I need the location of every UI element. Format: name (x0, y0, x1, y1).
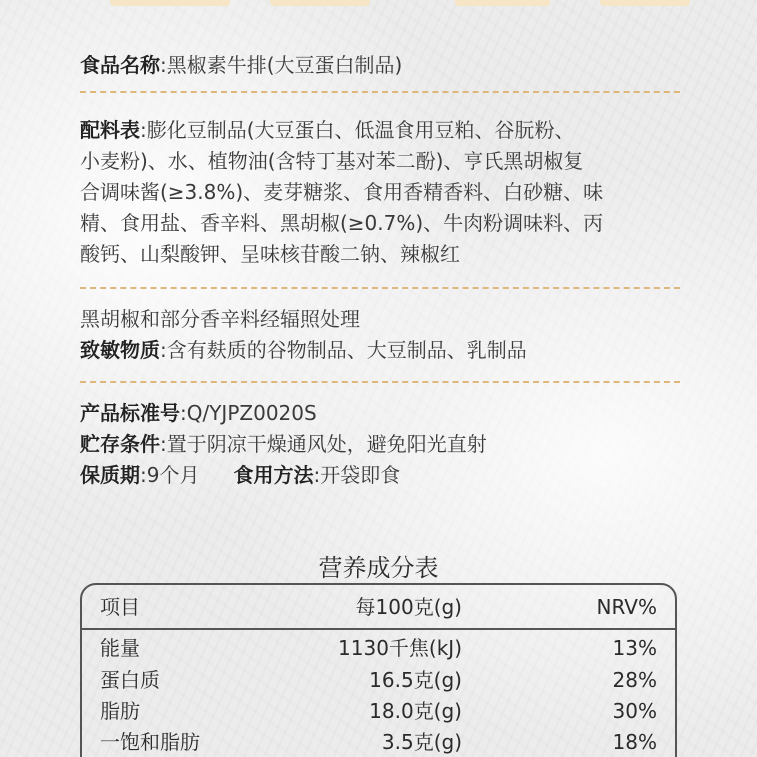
shelf-life-value: :9个月 (140, 463, 200, 487)
table-row-name: 脂肪 (100, 699, 140, 723)
top-decoration (0, 0, 757, 8)
storage-label: 贮存条件 (80, 432, 160, 456)
table-row-nrv: 18% (612, 730, 657, 754)
divider (80, 381, 680, 383)
shelf-life-line (80, 460, 690, 491)
ingredients-line-3: 合调味酱(≥3.8%)、麦芽糖浆、食用香精香料、白砂糖、味 (80, 180, 604, 204)
ingredients-line-4: 精、食用盐、香辛料、黑胡椒(≥0.7%)、牛肉粉调味料、丙 (80, 211, 604, 235)
nutrition-table-title: 营养成分表 (318, 554, 439, 582)
table-row-nrv: 30% (612, 699, 657, 723)
allergen-label: 致敏物质 (80, 338, 160, 362)
usage-value: :开袋即食 (313, 463, 401, 487)
table-row-name: 一饱和脂肪 (100, 730, 200, 754)
ingredients-section (80, 115, 690, 270)
product-name-label: 食品名称 (80, 53, 160, 77)
table-row-value: 16.5克(g) (369, 668, 462, 692)
table-header-per100g: 每100克(g) (355, 595, 462, 619)
allergen-line (80, 335, 690, 366)
irradiation-note: 黑胡椒和部分香辛料经辐照处理 (80, 307, 360, 331)
allergen-section (80, 304, 690, 366)
ingredients-line-5: 酸钙、山梨酸钾、呈味核苷酸二钠、辣椒红 (80, 242, 460, 266)
product-name-section (80, 50, 690, 81)
product-name-value: :黑椒素牛排(大豆蛋白制品) (160, 53, 403, 77)
table-header-divider (82, 628, 675, 630)
table-row-name: 能量 (100, 636, 140, 660)
ingredients-line-2: 小麦粉)、水、植物油(含特丁基对苯二酚)、亨氏黑胡椒复 (80, 149, 584, 173)
divider (80, 287, 680, 289)
divider (80, 91, 680, 93)
ingredients-line-1: 配料表:膨化豆制品(大豆蛋白、低温食用豆粕、谷朊粉、 (80, 118, 575, 142)
table-row-nrv: 28% (612, 668, 657, 692)
table-header-nrv: NRV% (596, 595, 657, 619)
usage-label: 食用方法 (233, 463, 314, 487)
standard-line (80, 398, 690, 429)
product-name-line (80, 50, 690, 81)
table-row-value: 3.5克(g) (381, 730, 462, 754)
standard-label: 产品标准号 (80, 401, 180, 425)
nutrition-table (80, 583, 677, 757)
table-header-item: 项目 (100, 595, 140, 619)
standard-value: :Q/YJPZ0020S (180, 401, 317, 425)
table-row-nrv: 13% (612, 636, 657, 660)
shelf-life-label: 保质期 (80, 463, 140, 487)
table-row-value: 18.0克(g) (369, 699, 462, 723)
table-row-value: 1130千焦(kJ) (338, 636, 462, 660)
allergen-value: :含有麸质的谷物制品、大豆制品、乳制品 (160, 338, 527, 362)
ingredients-label: 配料表 (80, 118, 140, 142)
storage-value: :置于阴凉干燥通风处，避免阳光直射 (160, 432, 487, 456)
info-section (80, 398, 690, 491)
storage-line (80, 429, 690, 460)
table-row-name: 蛋白质 (100, 668, 160, 692)
